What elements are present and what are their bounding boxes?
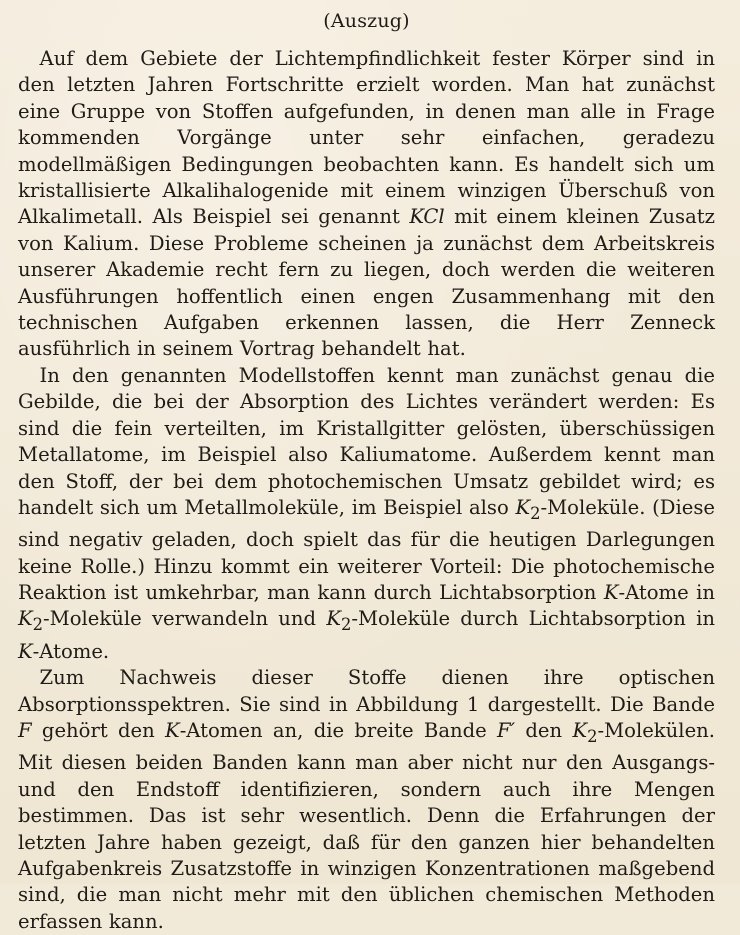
paragraph-2-text-d: -Moleküle verwandeln und [43, 607, 327, 631]
symbol-k-a: K [603, 581, 619, 605]
paragraph-2-text-a: In den genannten Modellstoffen kennt man zunächst genau die Gebilde, die bei der Absorption des Lichtes verändert werden: Es sind die fein verteilten, im Kristallgitter gelösten, überschüssigen Metallatome, im Beispiel also Kaliumatome. Außerdem kennt man den Stoff, der bei dem photochemischen Umsatz gebildet wird; es handelt sich um Metallmoleküle, im Beispiel also [18, 363, 715, 519]
paragraph-2-text-c: -Atome in [618, 581, 716, 605]
symbol-k2-a: K [515, 495, 531, 519]
section-heading: (Auszug) [323, 10, 410, 32]
paragraph-1 [18, 46, 715, 363]
formula-kcl: KCl [409, 205, 445, 229]
subscript-2-a: 2 [530, 503, 541, 523]
paragraph-3 [18, 665, 715, 935]
subscript-2: 2 [587, 726, 598, 746]
paragraph-3-text-c: -Atomen an, die breite Bande [179, 718, 498, 742]
paragraph-3-text-b: gehört den [31, 718, 166, 742]
paragraph-3-text-d: den [515, 718, 573, 742]
symbol-f-prime: F′ [497, 718, 516, 742]
symbol-k2-b: K [18, 607, 33, 631]
symbol-f: F [18, 718, 32, 742]
subscript-2-b: 2 [32, 615, 44, 635]
paragraph-3-text-a: Zum Nachweis dieser Stoffe dienen ihre optischen Absorptionsspektren. Sie sind in Abbildung 1 dargestellt. Die Bande [18, 666, 715, 716]
symbol-k2: K [572, 718, 588, 742]
symbol-k2-c: K [326, 607, 341, 631]
subscript-2-c: 2 [340, 615, 352, 635]
symbol-k: K [165, 718, 180, 742]
paragraph-2-text-f: -Atome. [32, 639, 110, 663]
paragraph-2-text-b: -Moleküle. (Diese sind negativ geladen, doch spielt das für die heutigen Darlegungen keine Rolle.) Hinzu kommt ein weiterer Vorteil: Die photochemische Reaktion ist umkehrbar, man kann durch Lichtabsorption [18, 495, 715, 605]
paragraph-3-text-e: -Molekülen. Mit diesen beiden Banden kann man aber nicht nur den Ausgangs- und den Endstoff identifizieren, sondern auch ihre Mengen bestimmen. Das ist sehr wesentlich. Denn die Erfahrungen der letzten Jahre haben gezeigt, daß für den ganzen hier behandelten Aufgabenkreis Zusatzstoffe in winzigen Konzentrationen maßgebend sind, die man nicht mehr mit den üblichen chemischen Methoden erfassen kann. [18, 718, 716, 933]
paragraph-1-text-b: mit einem kleinen Zusatz von Kalium. Diese Probleme scheinen ja zunächst dem Arbeitskreis unserer Akademie recht fern zu liegen, doch werden die weiteren Ausführungen hoffentlich einen engen Zusammenhang mit den technischen Aufgaben erkennen lassen, die Herr Zenneck ausführlich in seinem Vortrag behandelt hat. [18, 205, 715, 361]
symbol-k-b: K [18, 639, 33, 663]
paragraph-2-text-e: -Moleküle durch Lichtabsorption in [351, 607, 715, 631]
paragraph-2 [18, 363, 715, 665]
paragraph-1-text-a: Auf dem Gebiete der Lichtempfindlichkeit fester Körper sind in den letzten Jahren Fortschritte erzielt worden. Man hat zunächst eine Gruppe von Stoffen aufgefunden, in denen man alle in Frage kommenden Vorgänge unter sehr einfachen, geradezu modellmäßigen Bedingungen beobachten kann. Es handelt sich um kristallisierte Alkalihalogenide mit einem winzigen Überschuß von Alkalimetall. Als Beispiel sei genannt [18, 47, 715, 229]
